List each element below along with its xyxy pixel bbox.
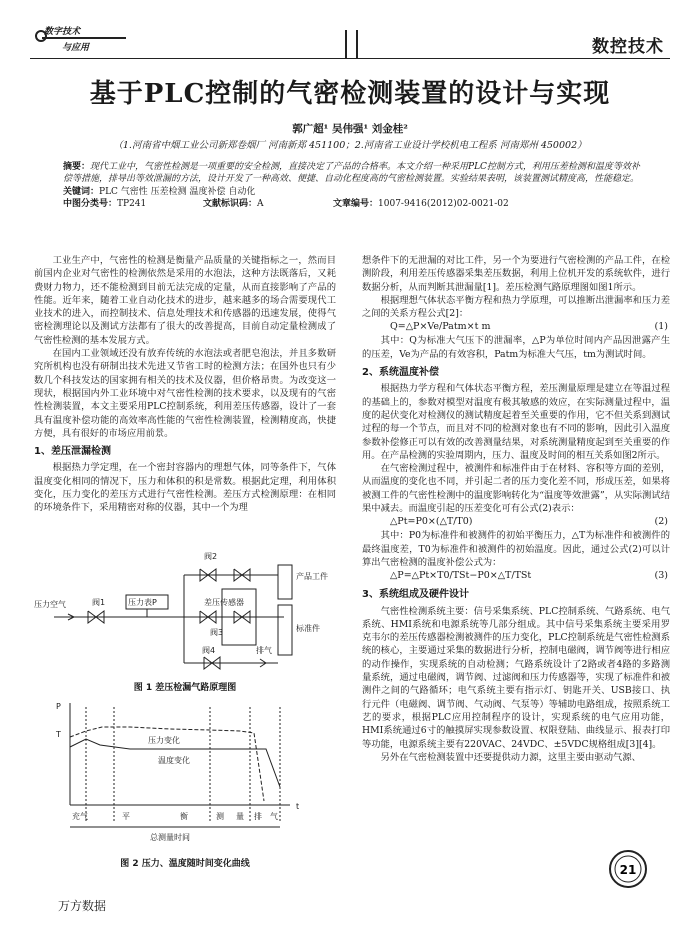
- header-rule: [30, 58, 670, 59]
- temp-curve-label: 温度变化: [158, 756, 190, 765]
- page-number: 21: [619, 863, 637, 877]
- journal-logo: [32, 22, 128, 56]
- keywords: PLC 气密性 压差检测 温度补偿 自动化: [99, 187, 256, 197]
- abstract: [63, 162, 643, 212]
- intro-paragraph-2: 在国内工业领域还没有放弃传统的水泡法或者肥皂泡法，并且多数研究所机构也没有研制出技术先进又节省工时的检测方法；在国外也只有少数几个科技发达的国家拥有相关的技术及仪器，但价格昂贵。为改变这一现状，根据国内外工业环境中对气密性检测的技术要求，以及现有的气密性检测装置，本文主要采用PLC控制系统，利用差压传感器，设计了一套具有温度补偿功能的高效率高性能的气密性检测装置，检测精度高，快捷方便，具有很好的市场应用前景。: [34, 348, 336, 439]
- section-3-heading: 3、系统组成及硬件设计: [362, 589, 469, 601]
- t-axis-label: T: [56, 730, 61, 739]
- right-paragraph-1: 想条件下的无泄漏的对比工件，另一个为要进行气密检测的产品工件，在检测阶段，利用差压传感器采集差压数据，利用上位机开发的系统软件，进行数据分析，从而判断其泄漏量[1]。差压检测气路原理图如图1所示。: [362, 255, 670, 293]
- phase-fill-label: 充气: [72, 812, 88, 821]
- page-number-badge: [608, 849, 648, 889]
- footer-source: 万方数据: [58, 899, 107, 913]
- phase-exhaust-label-2: 气: [270, 812, 278, 821]
- doc-code: A: [257, 198, 264, 209]
- formula-2: [362, 515, 670, 529]
- phase-exhaust-label: 排: [254, 812, 262, 821]
- formula-2-number: (2): [654, 516, 668, 528]
- compressed-air-label: 压力空气: [34, 600, 66, 609]
- left-column-text: [34, 254, 336, 515]
- article-number: 1007-9416(2012)02-0021-02: [378, 198, 509, 209]
- journal-name-line1: 数字技术: [44, 27, 81, 37]
- right-paragraph-6: 其中：P0为标准件和被测件的初始平衡压力，△T为标准件和被测件的最终温度差，T0为标准件和被测件的初始温度。因此，通过公式(2)可以计算出气密检测的温度补偿公式为：: [362, 530, 670, 568]
- section-1-heading: 1、差压泄漏检测: [34, 446, 111, 458]
- formula-1-number: (1): [654, 321, 668, 333]
- phase-measure-label-2: 量: [236, 812, 244, 821]
- intro-paragraph-1: 工业生产中，气密性的检测是衡量产品质量的关键指标之一，然而目前国内企业对气密性的检测依然是采用的水泡法，这种方法既落后，又耗费财力物力，还不能检测到目前无法完成的定量，从而直接影响了产品的性能。近年来，随着工业自动化技术的进步，越来越多的场合需要现代工业技术的进入，而控制技术、信息处理技术和传感器的迅速发展，使得气密检测理论以及测试方法都有了很大的改善提高，目前自动定量检测成了气密性检测的基本发展方式。: [34, 255, 336, 346]
- right-paragraph-2: 根据理想气体状态平衡方程和热力学原理，可以推断出泄漏率和压力差之间的关系方程公式[2]：: [362, 294, 670, 320]
- abstract-text: 现代工业中，气密性检测是一项重要的安全检测，直接决定了产品的合格率。本文介绍一种采用PLC控制方式，利用压差检测和温度等效补偿等措施，排导出等效泄漏的方法，设计开发了一种高效、便捷、自动化程度高的气密检测装置。实验结果表明，该装置测试精度高，性能稳定。: [63, 162, 640, 184]
- clc-value: TP241: [117, 198, 147, 209]
- exhaust-label: 排气: [256, 646, 272, 655]
- valve-3-label: 阀3: [210, 628, 224, 637]
- right-paragraph-7: 气密性检测系统主要：信号采集系统、PLC控制系统、气路系统、电气系统、HMI系统和电源系统等几部分组成。其中信号采集系统主要采用罗克韦尔的差压传感器检测被测件的压力变化，PLC控制系统是气密性检测系统的核心，主要通过采集的数据进行分析，控制电磁阀，调节阀等进行相应的动作操作，实现系统的自动检测；气路系统设计了2路或者4路的多路测量系统，通过电磁阀，调节阀、过滤阀和压力传感器等，实现了标准件和被测件之间的气路循环；电气系统主要有指示灯、钥匙开关、USB接口、执行元件（电磁阀、调节阀、气动阀、气泵等）等辅助电路组成，按照系统工艺的要求，根据PLC应用控制程序的设计，实现系统的电气应用功能，HMI系统通过6寸的触摸屏实现参数设置、权限登陆、曲线显示、报表打印等功能，电源系统主要有220VAC、24VDC、±5VDC规格组成[3][4]。: [362, 605, 670, 750]
- total-time-label: 总测量时间: [150, 833, 190, 842]
- formula-3: [362, 569, 670, 583]
- figure-2-chart: [40, 697, 330, 847]
- phase-balance-label-2: 衡: [180, 812, 188, 821]
- figure-1-caption: 图 1 差压检漏气路原理图: [133, 683, 237, 693]
- section-1-paragraph: 根据热力学定理，在一个密封容器内的理想气体，同等条件下，气体温度变化相同的情况下，压力和体积的积是常数。根据此定理，利用体积变化，压力变化的差压方式进行气密性检测。差压方式检测原理：在相同的环境条件下，采用精密对称的仪器，其中一个为理: [34, 462, 336, 514]
- keywords-label: 关键词：: [63, 187, 100, 197]
- product-part-box: [278, 565, 292, 599]
- valve-4-label: 阀4: [202, 646, 216, 655]
- pressure-curve-label: 压力变化: [148, 736, 180, 745]
- phase-balance-label: 平: [122, 812, 130, 821]
- formula-1-expression: Q=△P×Ve/Patm×t m: [390, 321, 491, 333]
- paper-title: 基于PLC控制的气密检测装置的设计与实现: [89, 79, 611, 109]
- affiliation: （1.河南省中烟工业公司新郑卷烟厂 河南新郑 451100；2.河南省工业设计学校机电工程系 河南郑州 450002）: [113, 140, 587, 151]
- header-divider: [345, 30, 347, 58]
- formula-3-expression: △P=△Pt×T0/TSt−P0×△T/TSt: [390, 570, 532, 582]
- figure-1-diagram: [34, 545, 336, 675]
- formula-2-expression: △Pt=P0×(△T/T0): [390, 516, 473, 528]
- sensor-label: 差压传感器: [204, 598, 244, 607]
- authors: 郭广超¹ 吴伟强¹ 刘金桂²: [292, 123, 408, 135]
- right-column-text: [362, 254, 670, 764]
- article-label: 文章编号：: [333, 198, 379, 209]
- section-2-heading: 2、系统温度补偿: [362, 367, 439, 379]
- formula-3-number: (3): [654, 570, 668, 582]
- p-axis-label: P: [56, 702, 61, 711]
- valve-1-label: 阀1: [92, 598, 106, 607]
- phase-measure-label: 测: [216, 812, 224, 821]
- right-paragraph-5: 在气密检测过程中，被测件和标准件由于在材料、容积等方面的差别，从而温度的变化也不同，并引起二者的压力变化差不同，形成压差，如果将被测工件的气密性检测中的温度影响转化为“温度等效泄露”，从实际测试结果中减去。而温度引起的压差变化可有公式(2)表示：: [362, 463, 670, 515]
- right-paragraph-3: 其中：Q为标准大气压下的泄漏率，△P为单位时间内产品因泄露产生的压差，Ve为产品的有效容积，Patm为标准大气压，tm为测试时间。: [362, 335, 670, 360]
- figure-2-caption: 图 2 压力、温度随时间变化曲线: [120, 859, 250, 869]
- right-paragraph-8: 另外在气密检测装置中还要提供动力源，这里主要由驱动气源、: [380, 751, 641, 763]
- logo-bar: [42, 37, 126, 39]
- product-part-label: 产品工件: [296, 572, 328, 581]
- header-divider: [356, 30, 358, 58]
- standard-part-label: 标准件: [296, 624, 320, 633]
- doc-label: 文献标识码：: [203, 198, 258, 209]
- formula-1: [362, 320, 670, 334]
- section-name: 数控技术: [592, 37, 664, 57]
- time-axis-label: t: [296, 802, 300, 811]
- valve-2-label: 阀2: [204, 552, 218, 561]
- standard-part-box: [278, 605, 292, 655]
- clc-label: 中图分类号：: [63, 198, 118, 209]
- abstract-label: 摘要：: [63, 162, 91, 172]
- right-paragraph-4: 根据热力学方程和气体状态平衡方程，差压测量原理是建立在等温过程的基础上的，参数对模型对温度有极其敏感的效应，在实际测量过程中，温度的起伏变化对检测仪的测试精度起着至关重要的作用，它不但关系到测试过程的每一个节点，而且对不同的检测对象也有不同的影响，因此引入温度参数补偿修正可以有效的改善测量结果，对系统测量精度起到至关重要的作用。在产品检测的实验周期内，压力、温度及时间的相互关系如图2所示。: [362, 383, 670, 461]
- journal-name-line2: 与应用: [62, 43, 90, 53]
- pressure-gauge-label: 压力表P: [128, 598, 157, 607]
